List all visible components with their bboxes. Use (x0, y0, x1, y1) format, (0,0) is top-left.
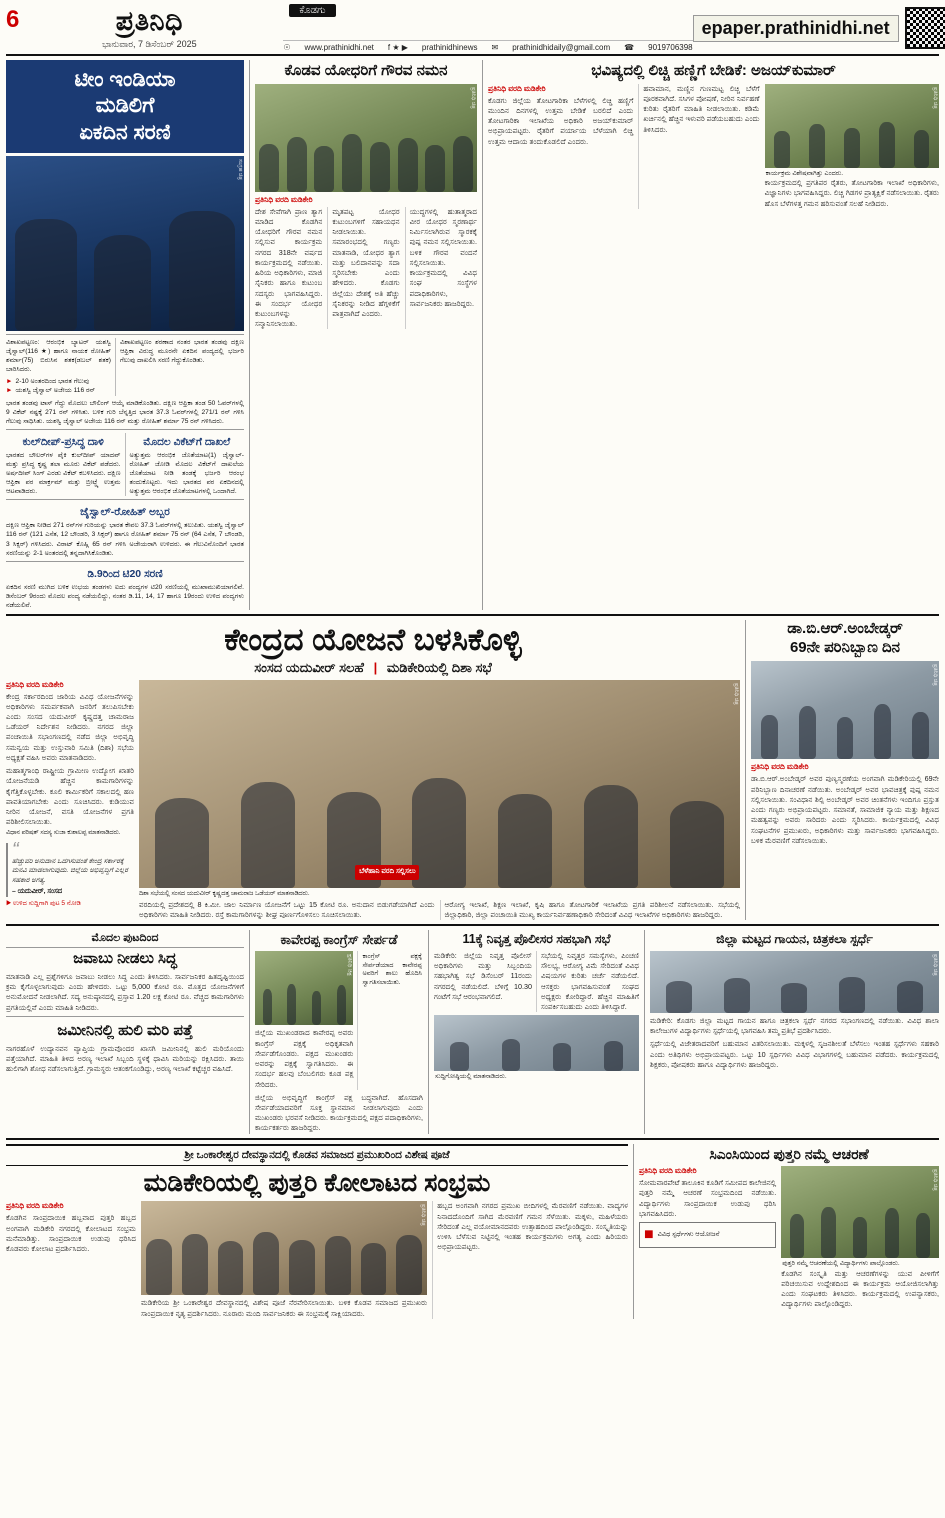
masthead-title-wrap (19, 4, 279, 52)
congress-col-1: ಜಿಲ್ಲೆಯ ಮುಖಂಡರಾದ ಕಾವೇರಪ್ಪ ಅವರು ಕಾಂಗ್ರೆಸ್ ಪಕ್ಷಕ್ಕೆ ಅಧಿಕೃತವಾಗಿ ಸೇರ್ಪಡೆಗೊಂಡರು. ಪಕ್ಷದ ಮುಖಂಡರು ಅವರನ್ನು ಪಕ್ಷಕ್ಕೆ ಸ್ವಾಗತಿಸಿದರು. ಈ ಸಂದರ್ಭ ಹಲವು ಬೆಂಬಲಿಗರು ಕೂಡ ಪಕ್ಷ ಸೇರಿದರು. (255, 1028, 354, 1089)
congress-photo (255, 951, 353, 1025)
police-article (434, 930, 639, 1133)
main-pull-quote: “ ಹೆಚ್ಚುವರಿ ಅನುದಾನ ಒದಗಿಸುವಂತೆ ಕೇಂದ್ರ ಸರ್ಕಾರಕ್ಕೆ ಮನವಿ ಮಾಡಲಾಗುವುದು. ಜಿಲ್ಲೆಯ ಅಭಿವೃದ್ಧಿಗೆ ಎಲ್ಲರ ಸಹಕಾರ ಅಗತ್ಯ. – ಯದುವೀರ್, ಸಂಸದ (6, 843, 134, 897)
main-col-2: ಮಹಾತ್ಮಗಾಂಧಿ ರಾಷ್ಟ್ರೀಯ ಗ್ರಾಮೀಣ ಉದ್ಯೋಗ ಖಾತರಿ ಯೋಜನೆಯಡಿ ಹೆಚ್ಚಿನ ಕಾಮಗಾರಿಗಳನ್ನು ಕೈಗೆತ್ತಿಕೊಳ್ಳಬೇಕು. ಕೂಲಿ ಕಾರ್ಮಿಕರಿಗೆ ಸಕಾಲದಲ್ಲಿ ಹಣ ಪಾವತಿಯಾಗಬೇಕು ಎಂದು ಸೂಚಿಸಿದರು. ಕುಡಿಯುವ ನೀರಿನ ಯೋಜನೆ, ವಸತಿ ಯೋಜನೆಗಳ ಪ್ರಗತಿ ಪರಿಶೀಲಿಸಲಾಯಿತು. (6, 766, 134, 827)
district-art-col-1: ಮಡಿಕೇರಿ: ಕೊಡಗು ಜಿಲ್ಲಾ ಮಟ್ಟದ ಗಾಯನ ಹಾಗೂ ಚಿತ್ರಕಲಾ ಸ್ಪರ್ಧೆ ನಗರದ ಸಭಾಂಗಣದಲ್ಲಿ ನಡೆಯಿತು. ವಿವಿಧ ಶಾಲಾ ಕಾಲೇಜುಗಳ ವಿದ್ಯಾರ್ಥಿಗಳು ಸ್ಪರ್ಧೆಯಲ್ಲಿ ಭಾಗವಹಿಸಿ ತಮ್ಮ ಪ್ರತಿಭೆ ಪ್ರದರ್ಶಿಸಿದರು. (650, 1015, 939, 1036)
opening-box-text: ಅತ್ಯುತ್ತಮ ಆರಂಭಿಕ ಜೊತೆಯಾಟ(1) ಜೈಸ್ವಾಲ್-ರೋಹಿತ್ ಜೋಡಿ ಮೊದಲ ವಿಕೆಟ್‌ಗೆ ದಾಖಲೆಯ ಜೊತೆಯಾಟ ನೀಡಿ ತಂಡಕ್ಕೆ ಭರ್ಜರಿ ಆರಂಭ ತಂದುಕೊಟ್ಟರು. ಇದು ಭಾರತದ ಪರ ಏಕದಿನದಲ್ಲಿ ಅತ್ಯುತ್ತಮ ಆರಂಭಿಕ ಜೊತೆಯಾಟಗಳಲ್ಲಿ ಒಂದಾಗಿದೆ. (129, 451, 244, 496)
cmc-photo (781, 1166, 939, 1258)
sports-lede: ವಿಶಾಖಪಟ್ಟಣಂ: ಆರಂಭಿಕ ಬ್ಯಾಟರ್ ಯಶಸ್ವಿ ಜೈಸ್ವಾಲ್(116 ★) ಹಾಗೂ ನಾಯಕ ರೋಹಿತ್ ಶರ್ಮಾ(75) ಬಿರುಸಿನ ಶತಕ(ಡಬಲ್ ಶತಕ) ಬಾರಿಸಿದರು. (6, 338, 111, 374)
puttari-col-3: ಹಬ್ಬದ ಅಂಗವಾಗಿ ನಗರದ ಪ್ರಮುಖ ಬೀದಿಗಳಲ್ಲಿ ಮೆರವಣಿಗೆ ನಡೆಯಿತು. ವಾದ್ಯಗಳ ನಿನಾದದೊಂದಿಗೆ ಸಾಗಿದ ಮೆರವಣಿಗೆ ಗಮನ ಸೆಳೆಯಿತು. ಮಕ್ಕಳು, ಮಹಿಳೆಯರು ಸೇರಿದಂತೆ ಎಲ್ಲ ವಯೋಮಾನದವರು ಉತ್ಸಾಹದಿಂದ ಪಾಲ್ಗೊಂಡಿದ್ದರು. ಸಂಸ್ಕೃತಿಯನ್ನು ಉಳಿಸಿ ಬೆಳೆಸುವ ನಿಟ್ಟಿನಲ್ಲಿ ಇಂತಹ ಕಾರ್ಯಕ್ರಮಗಳು ಅಗತ್ಯ ಎಂದು ಹಿರಿಯರು ಅಭಿಪ್ರಾಯಪಟ್ಟರು. (437, 1201, 628, 1252)
sports-photo (6, 156, 244, 331)
main-byline: ಪ್ರತಿನಿಧಿ ವರದಿ ಮಡಿಕೇರಿ (6, 679, 64, 689)
continued-column (6, 930, 244, 1133)
lychee-photo (765, 84, 939, 168)
main-story (6, 620, 740, 920)
epaper-block (693, 4, 945, 52)
sports-bullets: ► 2-10 ಅಂತರದಿಂದ ಭಾರತ ಗೆಲುವು ► ಯಶಸ್ವಿ ಜೈಸ್ವಾಲ್ ಅಜೇಯ 116 ರನ್ (6, 378, 96, 395)
continued-body-2: ನಾಗರಹೊಳೆ ಉದ್ಯಾನವನ ವ್ಯಾಪ್ತಿಯ ಗ್ರಾಮವೊಂದರ ಖಾಸಗಿ ಜಮೀನಿನಲ್ಲಿ ಹುಲಿ ಮರಿಯೊಂದು ಪತ್ತೆಯಾಗಿದೆ. ಮಾಹಿತಿ ತಿಳಿದ ಅರಣ್ಯ ಇಲಾಖೆ ಸಿಬ್ಬಂದಿ ಸ್ಥಳಕ್ಕೆ ಧಾವಿಸಿ ಮರಿಯನ್ನು ರಕ್ಷಿಸಿದರು. ತಾಯಿ ಹುಲಿಗಾಗಿ ಶೋಧ ನಡೆಸಲಾಗುತ್ತಿದೆ. ಗ್ರಾಮಸ್ಥರು ಆತಂಕಗೊಂಡಿದ್ದು, ಅರಣ್ಯ ಇಲಾಖೆ ಕಟ್ಟೆಚ್ಚರ ವಹಿಸಿದೆ. (6, 1043, 244, 1074)
masthead (6, 4, 939, 56)
page-number: 6 (6, 6, 20, 33)
congress-headline: ಕಾವೇರಪ್ಪ ಕಾಂಗ್ರೆಸ್ ಸೇರ್ಪಡೆ (280, 932, 398, 948)
photo-credit: ಪ್ರತಿನಿಧಿ ಚಿತ್ರ (733, 682, 739, 705)
jaiswal-box-text: ದಕ್ಷಿಣ ಆಫ್ರಿಕಾ ನೀಡಿದ 271 ರನ್‌ಗಳ ಗುರಿಯನ್ನು ಭಾರತ ಕೇವಲ 37.3 ಓವರ್‌ಗಳಲ್ಲಿ ತಲುಪಿತು. ಯಶಸ್ವಿ ಜೈಸ್ವಾಲ್ 116 ರನ್ (121 ಎಸೆತ, 12 ಬೌಂಡರಿ, 3 ಸಿಕ್ಸರ್) ಹಾಗೂ ರೋಹಿತ್ ಶರ್ಮಾ 75 ರನ್ (64 ಎಸೆತ, 7 ಬೌಂಡರಿ, 3 ಸಿಕ್ಸರ್) ಗಳಿಸಿದರು. ವಿರಾಟ್ ಕೊಹ್ಲಿ 65 ರನ್ ಗಳಿಸಿ ಅಜೇಯರಾಗಿ ಉಳಿದರು. ಈ ಗೆಲುವಿನೊಂದಿಗೆ ಭಾರತ ಸರಣಿಯನ್ನು 2-1 ಅಂತರದಲ್ಲಿ ತನ್ನದಾಗಿಸಿಕೊಂಡಿತು. (6, 522, 244, 557)
kodava-byline: ಪ್ರತಿನಿಧಿ ವರದಿ ಮಡಿಕೇರಿ (255, 194, 313, 204)
kodava-col-2: ಮೃತಪಟ್ಟ ಯೋಧರ ಕುಟುಂಬಗಳಿಗೆ ಸಹಾಯಧನ ನೀಡಲಾಯಿತು. ಸಮಾರಂಭದಲ್ಲಿ ಗಣ್ಯರು ಮಾತನಾಡಿ, ಯೋಧರ ತ್ಯಾಗ ಮತ್ತು ಬಲಿದಾನವನ್ನು ಸದಾ ಸ್ಮರಿಸಬೇಕು ಎಂದು ಹೇಳಿದರು. ಕೊಡಗು ಜಿಲ್ಲೆಯು ದೇಶಕ್ಕೆ ಅತಿ ಹೆಚ್ಚು ಸೈನಿಕರನ್ನು ನೀಡಿದ ಹೆಗ್ಗಳಿಕೆಗೆ ಪಾತ್ರವಾಗಿದೆ ಎಂದರು. (327, 207, 399, 330)
police-col-2: ಸಭೆಯಲ್ಲಿ ನಿವೃತ್ತರ ಸಮಸ್ಯೆಗಳು, ಪಿಂಚಣಿ ಸೌಲಭ್ಯ, ಆರೋಗ್ಯ ವಿಮೆ ಸೇರಿದಂತೆ ವಿವಿಧ ವಿಷಯಗಳ ಕುರಿತು ಚರ್ಚೆ ನಡೆಯಲಿದೆ. ಆಸಕ್ತರು ಭಾಗವಹಿಸುವಂತೆ ಸಂಘದ ಅಧ್ಯಕ್ಷರು ಕೋರಿದ್ದಾರೆ. ಹೆಚ್ಚಿನ ಮಾಹಿತಿಗೆ ಸಂಪರ್ಕಿಸಬಹುದು ಎಂದು ತಿಳಿಸಿದ್ದಾರೆ. (536, 951, 639, 1012)
puttari-col-2: ಮಡಿಕೇರಿಯ ಶ್ರೀ ಒಂಕಾರೇಶ್ವರ ದೇವಸ್ಥಾನದಲ್ಲಿ ವಿಶೇಷ ಪೂಜೆ ನೆರವೇರಿಸಲಾಯಿತು. ಬಳಿಕ ಕೊಡವ ಸಮಾಜದ ಪ್ರಮುಖರು ಸಾಂಪ್ರದಾಯಿಕ ನೃತ್ಯ ಪ್ರದರ್ಶಿಸಿದರು. ನೂರಾರು ಮಂದಿ ಸಾರ್ವಜನಿಕರು ಈ ಸಂಭ್ರಮಕ್ಕೆ ಸಾಕ್ಷಿಯಾದರು. (141, 1298, 428, 1318)
band-top (6, 60, 939, 610)
jump-note[interactable]: ▶ ಉಳಿದ ಸುದ್ದಿಗಾಗಿ ಪುಟ 5 ನೋಡಿ (6, 899, 81, 907)
ambedkar-headline-1: ಡಾ.ಬಿ.ಆರ್.ಅಂಬೇಡ್ಕರ್ (787, 619, 903, 637)
photo-credit: ಪ್ರತಿನಿಧಿ ಚಿತ್ರ (420, 1204, 427, 1227)
jaiswal-box-title: ಜೈಸ್ವಾಲ್-ರೋಹಿತ್ ಅಬ್ಬರ (80, 506, 170, 519)
kodava-honour-article (255, 60, 477, 610)
police-col-1: ಮಡಿಕೇರಿ: ಜಿಲ್ಲೆಯ ನಿವೃತ್ತ ಪೊಲೀಸ್ ಅಧಿಕಾರಿಗಳು ಮತ್ತು ಸಿಬ್ಬಂದಿಯ ಸಹಭಾಗಿತ್ವ ಸಭೆ ಡಿಸೆಂಬರ್ 11ರಂದು ನಗರದಲ್ಲಿ ನಡೆಯಲಿದೆ. ಬೆಳಿಗ್ಗೆ 10.30 ಗಂಟೆಗೆ ಸಭೆ ಆರಂಭವಾಗಲಿದೆ. (434, 950, 532, 1001)
police-photo-caption: ಸುದ್ದಿಗೋಷ್ಠಿಯಲ್ಲಿ ಮಾತನಾಡಿದರು. (435, 1073, 507, 1081)
kodava-col-1: ದೇಶ ಸೇವೆಗಾಗಿ ಪ್ರಾಣ ತ್ಯಾಗ ಮಾಡಿದ ಕೊಡಗಿನ ಯೋಧರಿಗೆ ಗೌರವ ನಮನ ಸಲ್ಲಿಸುವ ಕಾರ್ಯಕ್ರಮ ನಗರದ 318ನೇ ವರ್ಷದ ಕಾರ್ಯಕ್ರಮದಲ್ಲಿ ನಡೆಯಿತು. ಹಿರಿಯ ಅಧಿಕಾರಿಗಳು, ಮಾಜಿ ಸೈನಿಕರು ಹಾಗೂ ಕುಟುಂಬ ಸದಸ್ಯರು ಭಾಗವಹಿಸಿದ್ದರು. ಈ ಸಂದರ್ಭ ಯೋಧರ ಕುಟುಂಬಗಳನ್ನು ಸನ್ಮಾನಿಸಲಾಯಿತು. (255, 206, 323, 329)
photo-credit: ಪ್ರತಿನಿಧಿ ಚಿತ್ರ (470, 86, 476, 109)
epaper-link[interactable]: epaper.prathinidhi.net (693, 15, 899, 42)
photo-credit: ಪ್ರತಿನಿಧಿ ಚಿತ್ರ (932, 86, 938, 109)
main-photo (139, 680, 740, 888)
cmc-caption: ಪುತ್ತರಿ ನಮ್ಮೆ ಆಚರಣೆಯಲ್ಲಿ ವಿದ್ಯಾರ್ಥಿಗಳು ಪಾಲ್ಗೊಂಡರು. (782, 1260, 900, 1268)
region-badge: ಕೊಡಗು (289, 4, 335, 17)
photo-credit: ಪ್ರತಿನಿಧಿ ಚಿತ್ರ (932, 664, 938, 687)
main-caption-mid: ದಿಶಾ ಸಭೆಯಲ್ಲಿ ಸಂಸದ ಯದುವೀರ್ ಕೃಷ್ಣದತ್ತ ಚಾಮರಾಜ ಒಡೆಯರ್ ಮಾತನಾಡಿದರು. (139, 889, 310, 897)
photo-credit: ಪ್ರತಿನಿಧಿ ಚಿತ್ರ (932, 953, 938, 976)
kodava-col-3: ಯುದ್ಧಗಳಲ್ಲಿ ಹುತಾತ್ಮರಾದ ವೀರ ಯೋಧರ ಸ್ಮರಣಾರ್ಥ ನಿರ್ಮಿಸಲಾಗಿರುವ ಸ್ಮಾರಕಕ್ಕೆ ಪುಷ್ಪ ನಮನ ಸಲ್ಲಿಸಲಾಯಿತು. ಬಳಿಕ ಗೌರವ ವಂದನೆ ಸಲ್ಲಿಸಲಾಯಿತು. ಕಾರ್ಯಕ್ರಮದಲ್ಲಿ ವಿವಿಧ ಸಂಘ ಸಂಸ್ಥೆಗಳ ಪದಾಧಿಕಾರಿಗಳು, ಸಾರ್ವಜನಿಕರು ಹಾಜರಿದ್ದರು. (405, 207, 477, 330)
sports-lead-column (6, 60, 244, 610)
lychee-headline: ಭವಿಷ್ಯದಲ್ಲಿ ಲಿಚ್ಚಿ ಹಣ್ಣಿಗೆ ಬೇಡಿಕೆ: ಅಜಯ್‌ಕುಮಾರ್ (591, 62, 836, 79)
mail-icon: ✉ (491, 43, 499, 52)
website-link[interactable]: www.prathinidhi.net (304, 43, 374, 52)
district-art-article (650, 930, 939, 1133)
lychee-article (488, 60, 939, 610)
main-caption-left: ವಿಧಾನ ಪರಿಷತ್ ಸದಸ್ಯ ಸುಜಾ ಕುಶಾಲಪ್ಪ ಮಾತನಾಡಿದರು. (6, 829, 121, 837)
sports-body: ಭಾರತ ತಂಡವು ಟಾಸ್ ಗೆದ್ದು ಮೊದಲು ಬೌಲಿಂಗ್ ಆಯ್ಕೆ ಮಾಡಿಕೊಂಡಿತು. ದಕ್ಷಿಣ ಆಫ್ರಿಕಾ ತಂಡ 50 ಓವರ್‌ಗಳಲ್ಲಿ 9 ವಿಕೆಟ್ ನಷ್ಟಕ್ಕೆ 271 ರನ್ ಗಳಿಸಿತು. ಬಳಿಕ ಗುರಿ ಬೆನ್ನತ್ತಿದ ಭಾರತ 37.3 ಓವರ್‌ಗಳಲ್ಲಿ 271/1 ರನ್ ಗಳಿಸಿ ಗೆಲುವು ಸಾಧಿಸಿತು. ಯಶಸ್ವಿ ಜೈಸ್ವಾಲ್ ಅಜೇಯ 116 ರನ್ ಮತ್ತು ರೋಹಿತ್ ಶರ್ಮಾ 75 ರನ್ ಗಳಿಸಿದರು. (6, 399, 244, 425)
kodava-headline: ಕೊಡವ ಯೋಧರಿಗೆ ಗೌರವ ನಮನ (284, 62, 448, 79)
lychee-caption: ಕಾರ್ಯಕ್ರಮ ವಿಶೇಷವಾಗಿತ್ತು ಎಂದರು. (765, 169, 844, 177)
photo-credit: ಸಂಗ್ರಹ ಚಿತ್ರ (237, 158, 243, 180)
photo-credit: ಪ್ರತಿನಿಧಿ ಚಿತ್ರ (346, 954, 353, 977)
cmc-article (639, 1144, 939, 1319)
band-main (6, 620, 939, 920)
sports-headline: ಟೀಂ ಇಂಡಿಯಾ ಮಡಿಲಿಗೆ ಏಕದಿನ ಸರಣಿ (6, 60, 244, 153)
photo-credit: ಪ್ರತಿನಿಧಿ ಚಿತ್ರ (932, 1169, 938, 1191)
lychee-byline: ಪ್ರತಿನಿಧಿ ವರದಿ ಮಡಿಕೇರಿ (488, 83, 546, 93)
district-art-photo (650, 951, 939, 1013)
cmc-note-box: ■ ವಿವಿಧ ಸ್ಪರ್ಧೆಗಳು ಆಯೋಜನೆ (639, 1222, 776, 1248)
continued-body-1: ಮಾತನಾಡಿ ಎಲ್ಲ ಪ್ರಶ್ನೆಗಳಿಗೂ ಜವಾಬು ನೀಡಲು ಸಿದ್ಧ ಎಂದು ತಿಳಿಸಿದರು. ಸಾರ್ವಜನಿಕರ ಹಿತದೃಷ್ಟಿಯಿಂದ ಕ್ರಮ ಕೈಗೊಳ್ಳಲಾಗುವುದು ಎಂದು ಹೇಳಿದರು. ಒಟ್ಟು 5,000 ಕೋಟಿ ರೂ. ಮೊತ್ತದ ಯೋಜನೆಗಳಿಗೆ ಅನುಮೋದನೆ ನೀಡಲಾಗಿದೆ. ಸದ್ಯ ಅನುಷ್ಠಾನದಲ್ಲಿ ಪ್ರಸ್ತಾವ 1.20 ಲಕ್ಷ ಕೋಟಿ ರೂ. ವೆಚ್ಚದ ಕಾಮಗಾರಿಗಳು ಪ್ರಗತಿಯಲ್ಲಿವೆ ಎಂದು ಮಾಹಿತಿ ನೀಡಿದರು. (6, 971, 244, 1012)
puttari-headline: ಮಡಿಕೇರಿಯಲ್ಲಿ ಪುತ್ತರಿ ಕೋಲಾಟದ ಸಂಭ್ರಮ (143, 1168, 491, 1197)
social-handle[interactable]: prathinidhinews (421, 43, 478, 52)
cmc-byline: ಪ್ರತಿನಿಧಿ ವರದಿ ಮಡಿಕೇರಿ (639, 1166, 697, 1176)
police-headline: 11ಕ್ಕೆ ನಿವೃತ್ತ ಪೊಲೀಸರ ಸಹಭಾಗಿ ಸಭೆ (462, 932, 611, 947)
lychee-col-3: ಕಾರ್ಯಕ್ರಮದಲ್ಲಿ ಪ್ರಗತಿಪರ ರೈತರು, ತೋಟಗಾರಿಕಾ ಇಲಾಖೆ ಅಧಿಕಾರಿಗಳು, ವಿಜ್ಞಾನಿಗಳು ಭಾಗವಹಿಸಿದ್ದರು. ಲಿಚ್ಚಿ ಗಿಡಗಳ ಪ್ರಾತ್ಯಕ್ಷಿಕೆ ನಡೆಸಲಾಯಿತು. ರೈತರು ಹೊಸ ಬೆಳೆಗಳತ್ತ ಗಮನ ಹರಿಸುವಂತೆ ಸಲಹೆ ನೀಡಿದರು. (764, 178, 939, 208)
district-art-col-2: ಸ್ಪರ್ಧೆಯಲ್ಲಿ ವಿಜೇತರಾದವರಿಗೆ ಬಹುಮಾನ ವಿತರಿಸಲಾಯಿತು. ಮಕ್ಕಳಲ್ಲಿ ಸೃಜನಶೀಲತೆ ಬೆಳೆಸಲು ಇಂತಹ ಸ್ಪರ್ಧೆಗಳು ಸಹಕಾರಿ ಎಂದು ಅತಿಥಿಗಳು ಅಭಿಪ್ರಾಯಪಟ್ಟರು. ಒಟ್ಟು 10 ಸ್ಪರ್ಧಿಗಳು ವಿವಿಧ ವಿಭಾಗಗಳಲ್ಲಿ ಬಹುಮಾನ ಪಡೆದರು. ಕಾರ್ಯಕ್ರಮದಲ್ಲಿ ಶಿಕ್ಷಕರು, ಪೋಷಕರು ಹಾಗೂ ವಿದ್ಯಾರ್ಥಿಗಳು ಹಾಜರಿದ್ದರು. (650, 1039, 939, 1069)
ambedkar-headline-2: 69ನೇ ಪರಿನಿಬ್ಬಾಣ ದಿನ (789, 638, 901, 656)
band-footer (6, 1144, 939, 1319)
puttari-col-1: ಕೊಡಗಿನ ಸಾಂಪ್ರದಾಯಿಕ ಹಬ್ಬವಾದ ಪುತ್ತರಿ ಹಬ್ಬದ ಅಂಗವಾಗಿ ಮಡಿಕೇರಿ ನಗರದಲ್ಲಿ ಕೋಲಾಟದ ಸಂಭ್ರಮ ಮನೆಮಾಡಿತ್ತು. ಸಾಂಪ್ರದಾಯಿಕ ಉಡುಪು ಧರಿಸಿದ ಕೊಡವರು ಕೋಲಾಟ ಪ್ರದರ್ಶಿಸಿದರು. (6, 1213, 136, 1254)
police-photo (434, 1015, 639, 1071)
congress-article (255, 930, 423, 1133)
main-deck: ಸಂಸದ ಯದುವೀರ್ ಸಲಹೆ | ಮಡಿಕೇರಿಯಲ್ಲಿ ದಿಶಾ ಸಭೆ (254, 659, 492, 675)
puttari-article (6, 1144, 628, 1319)
phone-number: 9019706398 (648, 43, 693, 52)
email-address[interactable]: prathinidhidaily@gmail.com (512, 43, 611, 52)
puttari-kicker: ಶ್ರೀ ಒಂಕಾರೇಶ್ವರ ದೇವಸ್ಥಾನದಲ್ಲಿ ಕೊಡವ ಸಮಾಜದ ಪ್ರಮುಖರಿಂದ ವಿಶೇಷ ಪೂಜೆ (6, 1144, 628, 1166)
main-col-1: ಕೇಂದ್ರ ಸರ್ಕಾರದಿಂದ ಜಾರಿಯ ವಿವಿಧ ಯೋಜನೆಗಳನ್ನು ಅಧಿಕಾರಿಗಳು ಸಮರ್ಪಕವಾಗಿ ಜನರಿಗೆ ತಲುಪಿಸಬೇಕು ಎಂದು ಸಂಸದ ಯದುವೀರ್ ಕೃಷ್ಣದತ್ತ ಚಾಮರಾಜ ಒಡೆಯರ್ ನಿರ್ದೇಶನ ನೀಡಿದರು. ನಗರದ ಜಿಲ್ಲಾ ಪಂಚಾಯಿತಿ ಸಭಾಂಗಣದಲ್ಲಿ ನಡೆದ ಜಿಲ್ಲಾ ಅಭಿವೃದ್ಧಿ ಸಮನ್ವಯ ಮತ್ತು ಉಸ್ತುವಾರಿ ಸಮಿತಿ (ದಿಶಾ) ಸಭೆಯ ಅಧ್ಯಕ್ಷತೆ ವಹಿಸಿ ಅವರು ಮಾತನಾಡಿದರು. (6, 691, 134, 762)
quote-icon: “ (12, 838, 19, 861)
congress-col-2: ಜಿಲ್ಲೆಯ ಅಭಿವೃದ್ಧಿಗೆ ಕಾಂಗ್ರೆಸ್ ಪಕ್ಷ ಬದ್ಧವಾಗಿದೆ. ಹೊಸದಾಗಿ ಸೇರ್ಪಡೆಯಾದವರಿಗೆ ಸೂಕ್ತ ಸ್ಥಾನಮಾನ ನೀಡಲಾಗುವುದು ಎಂದು ಮುಖಂಡರು ಭರವಸೆ ನೀಡಿದರು. ಕಾರ್ಯಕ್ರಮದಲ್ಲಿ ಪಕ್ಷದ ಪದಾಧಿಕಾರಿಗಳು, ಕಾರ್ಯಕರ್ತರು ಹಾಜರಿದ್ದರು. (255, 1092, 423, 1133)
cmc-col-2: ಕೊಡಗಿನ ಸಂಸ್ಕೃತಿ ಮತ್ತು ಆಚರಣೆಗಳನ್ನು ಯುವ ಪೀಳಿಗೆಗೆ ಪರಿಚಯಿಸುವ ಉದ್ದೇಶದಿಂದ ಈ ಕಾರ್ಯಕ್ರಮ ಆಯೋಜಿಸಲಾಗಿತ್ತು ಎಂದು ಸಂಘಟಕರು ತಿಳಿಸಿದರು. ಕಾರ್ಯಕ್ರಮದಲ್ಲಿ ಉಪನ್ಯಾಸಕರು, ವಿದ್ಯಾರ್ಥಿಗಳು ಪಾಲ್ಗೊಂಡಿದ್ದರು. (781, 1268, 939, 1309)
cmc-col-1: ಸೋಮವಾರಪೇಟೆ ತಾಲೂಕಿನ ಕೂಡಿಗೆ ಸಮೀಪದ ಕಾಲೇಜಿನಲ್ಲಿ ಪುತ್ತರಿ ನಮ್ಮೆ ಆಚರಣೆ ಸಂಭ್ರಮದಿಂದ ನಡೆಯಿತು. ವಿದ್ಯಾರ್ಥಿಗಳು ಸಾಂಪ್ರದಾಯಿಕ ಉಡುಪು ಧರಿಸಿ ಭಾಗವಹಿಸಿದರು. (639, 1178, 777, 1218)
social-icons: f ★ ▶ (387, 43, 408, 52)
lychee-col-2: ಹವಾಮಾನ, ಮಣ್ಣಿನ ಗುಣಮಟ್ಟ ಲಿಚ್ಚಿ ಬೆಳೆಗೆ ಪೂರಕವಾಗಿದೆ. ಸಸಿಗಳ ಪೋಷಣೆ, ನೀರಿನ ನಿರ್ವಹಣೆ ಕುರಿತು ರೈತರಿಗೆ ಮಾಹಿತಿ ನೀಡಲಾಯಿತು. ಕಡಿಮೆ ಖರ್ಚಿನಲ್ಲಿ ಹೆಚ್ಚಿನ ಇಳುವರಿ ಪಡೆಯಬಹುದು ಎಂದು ತಿಳಿಸಿದರು. (643, 83, 760, 134)
phone-icon: ☎ (624, 43, 635, 52)
red-badge: ಬೆಳೆಹಾನಿ ವರದಿ ಸಲ್ಲಿಸಲು (355, 865, 419, 880)
ambedkar-body: ಡಾ.ಬಿ.ಆರ್.ಅಂಬೇಡ್ಕರ್ ಅವರ ಪುಣ್ಯಸ್ಮರಣೆಯ ಅಂಗವಾಗಿ ಮಡಿಕೇರಿಯಲ್ಲಿ 69ನೇ ಪರಿನಿಬ್ಬಾಣ ದಿನಾಚರಣೆ ನಡೆಯಿತು. ಅಂಬೇಡ್ಕರ್ ಅವರ ಭಾವಚಿತ್ರಕ್ಕೆ ಪುಷ್ಪ ನಮನ ಸಲ್ಲಿಸಲಾಯಿತು. ಸಂವಿಧಾನ ಶಿಲ್ಪಿ ಅಂಬೇಡ್ಕರ್ ಅವರ ಚಿಂತನೆಗಳು ಇಂದಿಗೂ ಪ್ರಸ್ತುತ ಎಂದು ಗಣ್ಯರು ಅಭಿಪ್ರಾಯಪಟ್ಟರು. ಸಮಾನತೆ, ಸಾಮಾಜಿಕ ನ್ಯಾಯ ಮತ್ತು ಶಿಕ್ಷಣದ ಮಹತ್ವವನ್ನು ಅವರು ಸಾರಿದರು ಎಂದು ಸ್ಮರಿಸಿದರು. ಕಾರ್ಯಕ್ರಮದಲ್ಲಿ ವಿವಿಧ ಸಂಘಟನೆಗಳ ಪ್ರಮುಖರು, ಅಧಿಕಾರಿಗಳು ಮತ್ತು ಸಾರ್ವಜನಿಕರು ಭಾಗವಹಿಸಿದ್ದರು. ಬಳಿಕ ಮೆರವಣಿಗೆ ನಡೆಸಲಾಯಿತು. (751, 774, 939, 845)
t20-box-title: ಡಿ.9ರಿಂದ ಟಿ20 ಸರಣಿ (87, 567, 163, 580)
t20-box-text: ಏಕದಿನ ಸರಣಿ ಮುಗಿದ ಬಳಿಕ ಉಭಯ ತಂಡಗಳು ಐದು ಪಂದ್ಯಗಳ ಟಿ20 ಸರಣಿಯಲ್ಲಿ ಮುಖಾಮುಖಿಯಾಗಲಿವೆ. ಡಿಸೆಂಬರ್ 9ರಂದು ಮೊದಲ ಪಂದ್ಯ ನಡೆಯಲಿದ್ದು, ನಂತರ ಡಿ.11, 14, 17 ಹಾಗೂ 19ರಂದು ಉಳಿದ ಪಂದ್ಯಗಳು ನಡೆಯಲಿವೆ. (6, 583, 244, 609)
continued-headline-2: ಜಮೀನಿನಲ್ಲಿ ಹುಲಿ ಮರಿ ಪತ್ತೆ (57, 1021, 193, 1039)
sports-stat-para: ವಿಶಾಖಪಟ್ಟಣಂ ಶರಣಾದ ನಂತರ ಭಾರತ ತಂಡವು ದಕ್ಷಿಣ ಆಫ್ರಿಕಾ ವಿರುದ್ಧ ಮೂರನೇ ಏಕದಿನ ಪಂದ್ಯದಲ್ಲಿ ಭರ್ಜರಿ ಗೆಲುವು ದಾಖಲಿಸಿ ಸರಣಿ ಗೆದ್ದುಕೊಂಡಿತು. (119, 338, 244, 364)
opening-box-title: ಮೊದಲ ವಿಕೆಟ್‌ಗೆ ದಾಖಲೆ (143, 435, 231, 448)
band-third (6, 930, 939, 1133)
main-col-4: ಆರೋಗ್ಯ ಇಲಾಖೆ, ಶಿಕ್ಷಣ ಇಲಾಖೆ, ಕೃಷಿ ಹಾಗೂ ತೋಟಗಾರಿಕೆ ಇಲಾಖೆಯ ಪ್ರಗತಿ ಪರಿಶೀಲನೆ ನಡೆಸಲಾಯಿತು. ಸಭೆಯಲ್ಲಿ ಜಿಲ್ಲಾಧಿಕಾರಿ, ಜಿಲ್ಲಾ ಪಂಚಾಯಿತಿ ಮುಖ್ಯ ಕಾರ್ಯನಿರ್ವಹಣಾಧಿಕಾರಿ ಸೇರಿದಂತೆ ವಿವಿಧ ಇಲಾಖೆಗಳ ಅಧಿಕಾರಿಗಳು ಹಾಜರಿದ್ದರು. (440, 900, 741, 920)
continued-headline-1: ಜವಾಬು ನೀಡಲು ಸಿದ್ಧ (73, 950, 177, 968)
district-art-headline: ಜಿಲ್ಲಾ ಮಟ್ಟದ ಗಾಯನ, ಚಿತ್ರಕಲಾ ಸ್ಪರ್ಧೆ (716, 932, 873, 947)
masthead-date: ಭಾನುವಾರ, 7 ಡಿಸೆಂಬರ್ 2025 (102, 39, 197, 49)
kodava-photo (255, 84, 477, 192)
kuldeep-box-title: ಕುಲ್‌ದೀಪ್-ಪ್ರಸಿದ್ಧ ದಾಳಿ (22, 435, 104, 448)
ambedkar-article (751, 620, 939, 920)
main-headline: ಕೇಂದ್ರದ ಯೋಜನೆ ಬಳಸಿಕೊಳ್ಳಿ (224, 621, 522, 657)
congress-side-caption: ಕಾಂಗ್ರೆಸ್ ಪಕ್ಷಕ್ಕೆ ಸೇರ್ಪಡೆಯಾದ ಕಾವೇರಪ್ಪ ಅವರಿಗೆ ಶಾಲು ಹೊದಿಸಿ ಸ್ವಾಗತಿಸಲಾಯಿತು. (362, 953, 422, 986)
globe-icon: ☉ (283, 43, 291, 52)
ambedkar-byline: ಪ್ರತಿನಿಧಿ ವರದಿ ಮಡಿಕೇರಿ (751, 762, 809, 772)
kuldeep-box-text: ಭಾರತದ ಬೌಲರ್‌ಗಳ ಪೈಕಿ ಕುಲ್‌ದೀಪ್ ಯಾದವ್ ಮತ್ತು ಪ್ರಸಿದ್ಧ ಕೃಷ್ಣ ತಲಾ ಮೂರು ವಿಕೆಟ್ ಪಡೆದರು. ಅರ್ಷದೀಪ್ ಸಿಂಗ್ ಎರಡು ವಿಕೆಟ್ ಕಬಳಿಸಿದರು. ದಕ್ಷಿಣ ಆಫ್ರಿಕಾ ಪರ ಮಾರ್ಕ್ರಮ್ ಮತ್ತು ಬ್ರೀಟ್ಜ್ಕೆ ಉತ್ತಮ ಆಟವಾಡಿದರು. (6, 451, 121, 496)
ambedkar-photo (751, 661, 939, 759)
bullet-icon: ■ (644, 1226, 654, 1244)
lychee-col-1: ಕೊಡಗು ಜಿಲ್ಲೆಯ ತೋಟಗಾರಿಕಾ ಬೆಳೆಗಳಲ್ಲಿ ಲಿಚ್ಚಿ ಹಣ್ಣಿಗೆ ಮುಂದಿನ ದಿನಗಳಲ್ಲಿ ಉತ್ತಮ ಬೇಡಿಕೆ ಬರಲಿದೆ ಎಂದು ತೋಟಗಾರಿಕಾ ಇಲಾಖೆಯ ಅಧಿಕಾರಿ ಅಜಯ್‌ಕುಮಾರ್ ಅಭಿಪ್ರಾಯಪಟ್ಟರು. ರೈತರಿಗೆ ಪರ್ಯಾಯ ಬೆಳೆಯಾಗಿ ಲಿಚ್ಚಿ ಉತ್ತಮ ಆದಾಯ ತಂದುಕೊಡಲಿದೆ ಎಂದರು. (488, 95, 634, 146)
cmc-headline: ಸಿಎಂಸಿಯಿಂದ ಪುತ್ತರಿ ನಮ್ಮೆ ಆಚರಣೆ (709, 1145, 869, 1162)
puttari-byline: ಪ್ರತಿನಿಧಿ ವರದಿ ಮಡಿಕೇರಿ (6, 1201, 64, 1211)
masthead-contacts (279, 4, 692, 52)
puttari-photo (141, 1201, 427, 1295)
main-col-3: ವರದಿಯಲ್ಲಿ ಪ್ರದೇಶದಲ್ಲಿ 8 ಕಿ.ಮೀ. ಜಾಲ ನಿರ್ಮಾಣ ಯೋಜನೆಗೆ ಒಟ್ಟು 15 ಕೋಟಿ ರೂ. ಅನುದಾನ ಬಿಡುಗಡೆಯಾಗಿದೆ ಎಂದು ಅಧಿಕಾರಿಗಳು ಮಾಹಿತಿ ನೀಡಿದರು. ರಸ್ತೆ ಕಾಮಗಾರಿಗಳನ್ನು ಶೀಘ್ರ ಪೂರ್ಣಗೊಳಿಸಲು ಸೂಚಿಸಲಾಯಿತು. (139, 899, 435, 919)
qr-code-icon[interactable] (905, 7, 945, 49)
continued-label: ಮೊದಲ ಪುಟದಿಂದ (6, 930, 244, 948)
page-title: ಪ್ರತಿನಿಧಿ (115, 6, 183, 36)
